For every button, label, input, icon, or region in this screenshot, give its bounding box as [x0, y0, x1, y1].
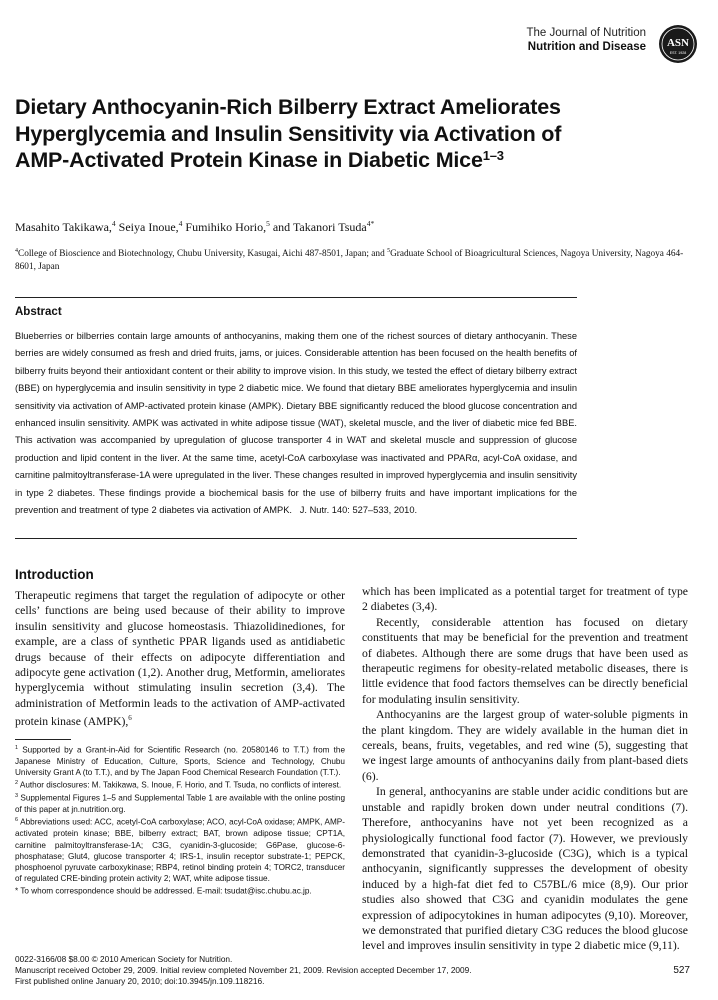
footnote-text: * To whom correspondence should be addressed. E-mail: tsudat@isc.chubu.ac.jp.: [15, 887, 312, 897]
right-column: [362, 584, 688, 954]
affil-mark: 5: [387, 248, 391, 254]
journal-section: Nutrition and Disease: [527, 41, 646, 53]
footer-copyright: 0022-3166/08 $8.00 © 2010 American Society for Nutrition.: [15, 954, 233, 964]
abstract-heading: Abstract: [15, 306, 62, 318]
journal-header: [526, 26, 646, 54]
footnote-mark: 2: [15, 780, 19, 787]
abstract-bottom-rule: [15, 538, 577, 539]
affil-text: Graduate School of Bioagricultural Sciences, Nagoya University, Nagoya 464-8601, Japan: [15, 249, 684, 272]
intro-paragraph-1-text: Therapeutic regimens that target the regulation of adipocyte or other cells’ functions are being used because of their ability to improve insulin sensitivity and glucose homeostasis. Thiazolidinediones, for example, are a class of synthetic PPAR ligands used as antidiabetic drugs because of their effects on adipocyte differentiation and adipocyte gene activation (1,2). Another drug, Metformin, ameliorates hyperglycemia without stimulating insulin secretion (3,4). The administration of Metformin leads to the activation of AMP-activated protein kinase (AMPK),: [15, 589, 345, 729]
affil-text: College of Bioscience and Biotechnology, Chubu University, Kasugai, Aichi 487-8501, Japan; and: [18, 249, 388, 260]
footnote-text: Author disclosures: M. Takikawa, S. Inoue, F. Horio, and T. Tsuda, no conflicts of interest.: [18, 781, 342, 791]
introduction-heading: Introduction: [15, 567, 94, 582]
footnote-ref: 6: [128, 714, 132, 723]
author-name: Masahito Takikawa,: [15, 220, 112, 234]
footnote-text: Abbreviations used: ACC, acetyl-CoA carboxylase; ACO, acyl-CoA oxidase; AMPK, AMP-activated protein kinase; BBE, bilberry extract; BAT, brown adipose tissue; CPT1A, carnitine palmitoyltransferase-1A; C3G, cyanidin-3-glucoside; G6Pase, glucose-6-phosphatase; Glut4, glucose transporter 4; IRS-1, insulin receptor substrate-1; PEPCK, phosphoenol pyruvate carboxykinase; RBP4, retinol binding protein 4; TORC2, transducer of regulated CRE-binding protein activity 2; WAT, white adipose tissue.: [15, 818, 345, 884]
abstract-top-rule: [15, 297, 577, 298]
footnote-correspondence: [15, 884, 345, 897]
intro-paragraph-5: In general, anthocyanins are stable under acidic conditions but are unstable and rapidly broken down under neutral conditions (7). Therefore, anthocyanins have not yet been recognized as a physiologically functional food factor (7). However, we previously demonstrated that cyanidin-3-glucoside (C3G), which is a typical anthocyanin, significantly suppresses the development of obesity induced by a high-fat diet fed to C57BL/6 mice (8,9). Our prior studies also showed that C3G and cyanidin modulates the gene expression of adipocytokines in human adipocytes (9,10). Moreover, we demonstrated that purified dietary C3G reduces the blood glucose level and improves insulin sensitivity in type 2 diabetic mice (9,11).: [362, 785, 688, 953]
article-title-text: Dietary Anthocyanin-Rich Bilberry Extract Ameliorates Hyperglycemia and Insulin Sensitivity via Activation of AMP-Activated Protein Kinase in Diabetic Mice: [15, 95, 562, 172]
author-name: Seiya Inoue,: [118, 220, 179, 234]
author-affil-mark: 4*: [366, 219, 375, 228]
journal-name: The Journal of Nutrition: [526, 27, 646, 39]
abstract-citation: J. Nutr. 140: 527–533, 2010.: [299, 505, 418, 516]
footer-doi: First published online January 20, 2010; doi:10.3945/jn.109.118216.: [15, 976, 265, 987]
footnote-text: Supported by a Grant-in-Aid for Scientific Research (no. 20580146 to T.T.) from the Japanese Ministry of Education, Culture, Sports, Science and Technology, Chubu University Grant A (to T.T.), and by The Japan Food Chemical Research Foundation (T.T.).: [15, 745, 345, 778]
asn-logo-icon: [658, 24, 698, 64]
article-title: [15, 94, 615, 174]
affil-mark: 4: [15, 248, 18, 254]
footnote-mark: 6: [15, 817, 19, 824]
page-number: 527: [673, 965, 690, 976]
affiliations: [15, 245, 693, 273]
footnote-text: Supplemental Figures 1–5 and Supplemental Table 1 are available with the online posting of this paper at jn.nutrition.org.: [15, 794, 345, 815]
author-name: and Takanori Tsuda: [272, 220, 367, 234]
footnote-rule: [15, 739, 71, 740]
intro-paragraph-1: [15, 588, 345, 730]
footnotes: [15, 739, 345, 897]
logo-subtext: EST. 1928: [669, 51, 687, 55]
intro-paragraph-4: Anthocyanins are the largest group of water-soluble pigments in the plant kingdom. They are widely available in the human diet in cereals, beans, fruits, vegetables, and red wine (5), suggesting that we ingest large amounts of anthocyanins daily from plant-based diets (6).: [362, 708, 688, 783]
footnote-mark: 1: [15, 745, 19, 751]
left-column: [15, 566, 345, 730]
footnote: [15, 778, 345, 791]
abstract-text: Blueberries or bilberries contain large amounts of anthocyanins, making them one of the richest sources of dietary anthocyanin. These berries are widely consumed as fresh and dried fruits, jams, or juices. Considerable attention has been focused on the health benefits of bilberry fruits beyond their antioxidant content or their ability to improve vision. In this study, we tested the effect of dietary bilberry extract (BBE) on hyperglycemia and insulin sensitivity in type 2 diabetic mice. We found that dietary BBE ameliorates hyperglycemia and insulin sensitivity via activation of AMP-activated protein kinase (AMPK). Dietary BBE significantly reduced the blood glucose concentration and enhanced insulin sensitivity. AMPK was activated in white adipose tissue (WAT), skeletal muscle, and the liver of diabetic mice fed BBE. This activation was accompanied by upregulation of glucose transporter 4 in WAT and skeletal muscle and suppression of glucose production and lipid content in the liver. At the same time, acetyl-CoA carboxylase was inactivated and PPARα, acyl-CoA oxidase, and carnitine palmitoyltransferase-1A were upregulated in the liver. These changes resulted in improved hyperglycemia and insulin sensitivity in type 2 diabetes. These findings provide a biochemical basis for the use of bilberry fruits and have important implications for the prevention and treatment of type 2 diabetes via activation of AMPK.: [15, 331, 577, 516]
intro-paragraph-3: Recently, considerable attention has focused on dietary constituents that may be beneficial for the prevention and treatment of diabetes. Although there are some drugs that have been used as therapeutic regimens for obesity-related metabolic diseases, there is little evidence that food factors themselves can be directly beneficial for modulating insulin sensitivity.: [362, 615, 688, 706]
page-footer: [15, 954, 690, 988]
author-affil-mark: 4: [178, 219, 183, 228]
author-name: Fumihiko Horio,: [185, 220, 267, 234]
author-list: [15, 216, 374, 235]
author-affil-mark: 4: [111, 219, 116, 228]
title-footnote-refs: 1–3: [482, 148, 504, 163]
logo-text: ASN: [666, 37, 690, 49]
footer-manuscript-dates: Manuscript received October 29, 2009. Initial review completed November 21, 2009. Revision accepted December 17, 2009.: [15, 965, 472, 976]
footnote: [15, 743, 345, 778]
abstract-body: [15, 328, 577, 519]
footnote: [15, 815, 345, 884]
author-affil-mark: 5: [266, 219, 270, 228]
intro-paragraph-2: which has been implicated as a potential target for treatment of type 2 diabetes (3,4).: [362, 585, 688, 614]
footnote: [15, 791, 345, 815]
footnote-mark: 3: [15, 793, 19, 800]
